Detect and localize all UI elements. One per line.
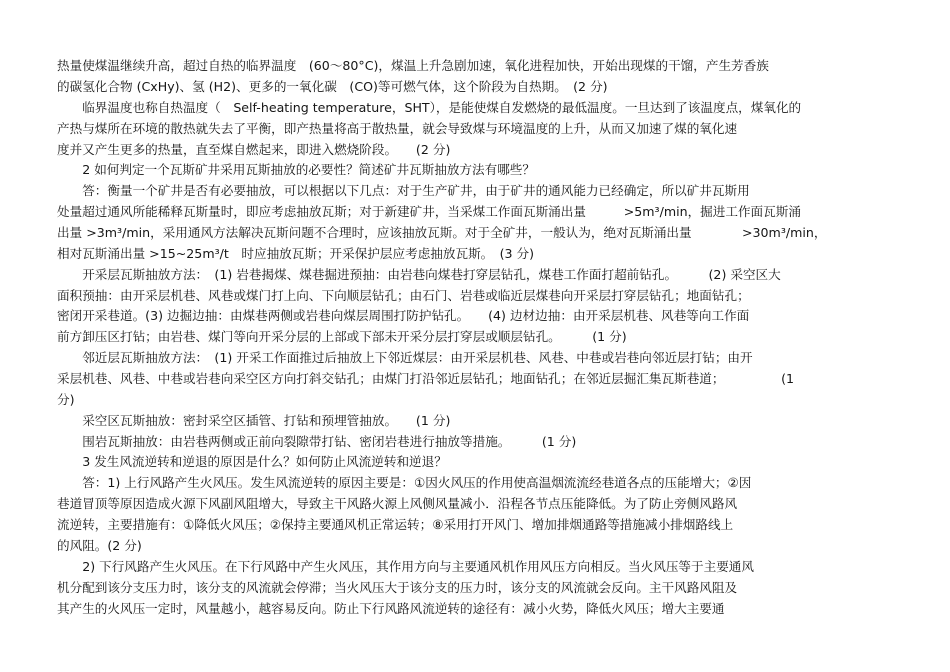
text-line: 2) 下行风路产生火风压。在下行风路中产生火风压，其作用方向与主要通风机作用风压方向相反。当火风压等于主要通风 xyxy=(57,559,754,574)
text-line: 的风阻。(2 分) xyxy=(57,538,142,553)
text-line: 其产生的火风压一定时，风量越小，越容易反向。防止下行风路风流逆转的途径有：减小火势，降低火风压；增大主要通 xyxy=(57,601,725,616)
text-line: 答：1) 上行风路产生火风压。发生风流逆转的原因主要是：①因火风压的作用使高温烟流流经巷道各点的压能增大；②因 xyxy=(57,475,752,490)
text-line: 开采层瓦斯抽放方法： (1) 岩巷揭煤、煤巷掘进预抽：由岩巷向煤巷打穿层钻孔，煤巷工作面打超前钻孔。 (2) 采空区大 xyxy=(57,267,781,282)
text-line: 答：衡量一个矿井是否有必要抽放，可以根据以下几点：对于生产矿井，由于矿井的通风能力已经确定，所以矿井瓦斯用 xyxy=(57,183,750,198)
text-line: 机分配到该分支压力时，该分支的风流就会停滞；当火风压大于该分支的压力时，该分支的风流就会反向。主干风路风阻及 xyxy=(57,580,738,595)
text-line: 密闭开采巷道。(3) 边掘边抽：由煤巷两侧或岩巷向煤层周围打防护钻孔。 (4) 边材边抽：由开采层机巷、风巷等向工作面 xyxy=(57,308,750,323)
text-line: 分) xyxy=(57,392,75,407)
text-line: 相对瓦斯涌出量 >15~25m³/t 时应抽放瓦斯；开采保护层应考虑抽放瓦斯。 (3 分) xyxy=(57,246,535,261)
text-line: 产热与煤所在环境的散热就失去了平衡，即产热量将高于散热量，就会导致煤与环境温度的上升，从而又加速了煤的氧化速 xyxy=(57,121,738,136)
text-line: 采空区瓦斯抽放：密封采空区插管、打钻和预埋管抽放。 (1 分) xyxy=(57,413,451,428)
text-line: 热量使煤温继续升高，超过自热的临界温度 (60～80°C)，煤温上升急剧加速，氧化进程加快，开始出现煤的干馏，产生芳香族 xyxy=(57,58,769,73)
text-line: 的碳氢化合物 (CxHy)、氢 (H2)、更多的一氧化碳 (CO)等可燃气体，这个阶段为自热期。 (2 分) xyxy=(57,79,608,94)
text-line: 面积预抽：由开采层机巷、风巷或煤门打上向、下向顺层钻孔；由石门、岩巷或临近层煤巷向开采层打穿层钻孔；地面钻孔； xyxy=(57,288,750,303)
question-heading: 3 发生风流逆转和逆退的原因是什么？如何防止风流逆转和逆退？ xyxy=(57,454,447,469)
text-line: 巷道冒顶等原因造成火源下风副风阻增大，导致主干风路火源上风侧风量减小．沿程各节点压能降低。为了防止旁侧风路风 xyxy=(57,496,738,511)
text-line: 前方卸压区打钻；由岩巷、煤门等向开采分层的上部或下部未开采分层打穿层或顺层钻孔。 (1 分) xyxy=(57,329,627,344)
text-line: 邻近层瓦斯抽放方法： (1) 开采工作面推过后抽放上下邻近煤层：由开采层机巷、风巷、中巷或岩巷向邻近层打钻；由开 xyxy=(57,350,753,365)
text-line: 出量 >3m³/min，采用通风方法解决瓦斯问题不合理时，应该抽放瓦斯。对于全矿井，一般认为，绝对瓦斯涌出量 >30m³/min， xyxy=(57,225,827,240)
text-line: 处量超过通风所能稀释瓦斯量时，即应考虑抽放瓦斯；对于新建矿井，当采煤工作面瓦斯涌出量 >5m³/min，掘进工作面瓦斯涌 xyxy=(57,204,801,219)
text-line: 度并又产生更多的热量，直至煤自燃起来，即进入燃烧阶段。 (2 分) xyxy=(57,142,451,157)
text-line: 流逆转，主要措施有：①降低火风压；②保持主要通风机正常运转；⑧采用打开风门、增加排烟通路等措施减小排烟路线上 xyxy=(57,517,734,532)
question-heading: 2 如何判定一个瓦斯矿井采用瓦斯抽放的必要性？简述矿井瓦斯抽放方法有哪些？ xyxy=(57,162,535,177)
text-line: 围岩瓦斯抽放：由岩巷两侧或正前向裂隙带打钻、密闭岩巷进行抽放等措施。 (1 分) xyxy=(57,434,577,449)
text-line: 采层机巷、风巷、中巷或岩巷向采空区方向打斜交钻孔；由煤门打沿邻近层钻孔；地面钻孔；在邻近层掘汇集瓦斯巷道； (1 xyxy=(57,371,795,386)
text-line: 临界温度也称自热温度（ Self-heating temperature，SHT），是能使煤自发燃烧的最低温度。一旦达到了该温度点，煤氧化的 xyxy=(57,100,802,115)
